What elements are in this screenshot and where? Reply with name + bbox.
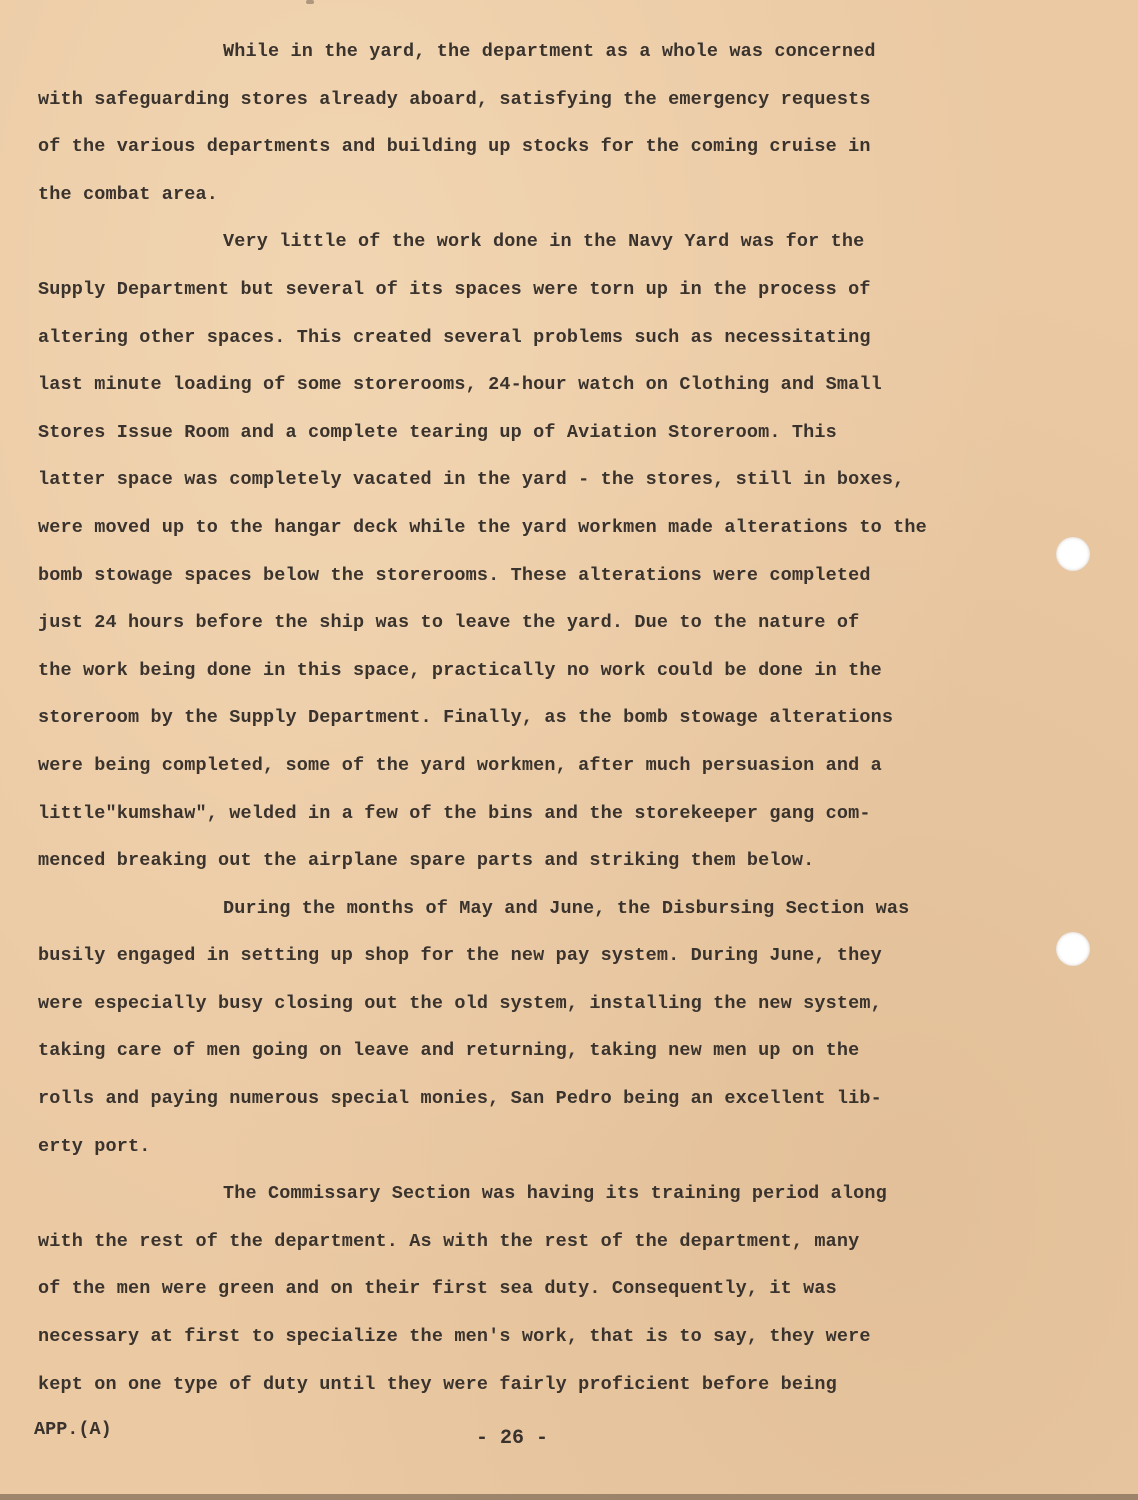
text-line: just 24 hours before the ship was to leave the yard. Due to the nature of <box>38 612 860 634</box>
text-line: bomb stowage spaces below the storerooms. These alterations were completed <box>38 564 871 586</box>
text-line: were moved up to the hangar deck while the yard workmen made alterations to the <box>38 516 927 538</box>
text-line: were especially busy closing out the old system, installing the new system, <box>38 992 882 1014</box>
text-line: busily engaged in setting up shop for the new pay system. During June, they <box>38 945 882 967</box>
text-line: During the months of May and June, the Disbursing Section was <box>223 897 910 919</box>
text-line: last minute loading of some storerooms, 24-hour watch on Clothing and Small <box>38 374 882 396</box>
page-number: - 26 - <box>476 1427 549 1450</box>
text-line: the combat area. <box>38 183 219 205</box>
text-line: taking care of men going on leave and returning, taking new men up on the <box>38 1040 860 1062</box>
text-line: kept on one type of duty until they were fairly proficient before being <box>38 1373 837 1395</box>
punch-hole-icon <box>1056 932 1090 966</box>
text-line: The Commissary Section was having its training period along <box>223 1183 887 1205</box>
text-line: erty port. <box>38 1135 151 1157</box>
text-line: Supply Department but several of its spaces were torn up in the process of <box>38 278 871 300</box>
text-line: necessary at first to specialize the men's work, that is to say, they were <box>38 1326 871 1348</box>
text-line: While in the yard, the department as a whole was concerned <box>223 41 876 62</box>
text-line: of the men were green and on their first sea duty. Consequently, it was <box>38 1278 837 1300</box>
text-line: the work being done in this space, practically no work could be done in the <box>38 659 882 681</box>
text-line: menced breaking out the airplane spare parts and striking them below. <box>38 850 815 872</box>
text-line: Very little of the work done in the Navy Yard was for the <box>223 231 865 253</box>
bottom-edge <box>0 1494 1138 1500</box>
text-line: altering other spaces. This created several problems such as necessitating <box>38 326 871 348</box>
text-line: storeroom by the Supply Department. Finally, as the bomb stowage alterations <box>38 707 894 729</box>
text-line: were being completed, some of the yard workmen, after much persuasion and a <box>38 754 882 776</box>
punch-hole-icon <box>1056 537 1090 571</box>
text-line: little"kumshaw", welded in a few of the bins and the storekeeper gang com- <box>38 802 871 824</box>
text-line: Stores Issue Room and a complete tearing up of Aviation Storeroom. This <box>38 421 837 443</box>
text-line: of the various departments and building up stocks for the coming cruise in <box>38 136 871 158</box>
text-line: with safeguarding stores already aboard, satisfying the emergency requests <box>38 88 871 110</box>
top-edge-mark <box>306 0 314 4</box>
text-line: rolls and paying numerous special monies, San Pedro being an excellent lib- <box>38 1088 882 1110</box>
appendix-label: APP.(A) <box>34 1419 112 1440</box>
body-text <box>38 28 998 1408</box>
text-line: latter space was completely vacated in the yard - the stores, still in boxes, <box>38 469 905 491</box>
text-line: with the rest of the department. As with the rest of the department, many <box>38 1230 860 1252</box>
